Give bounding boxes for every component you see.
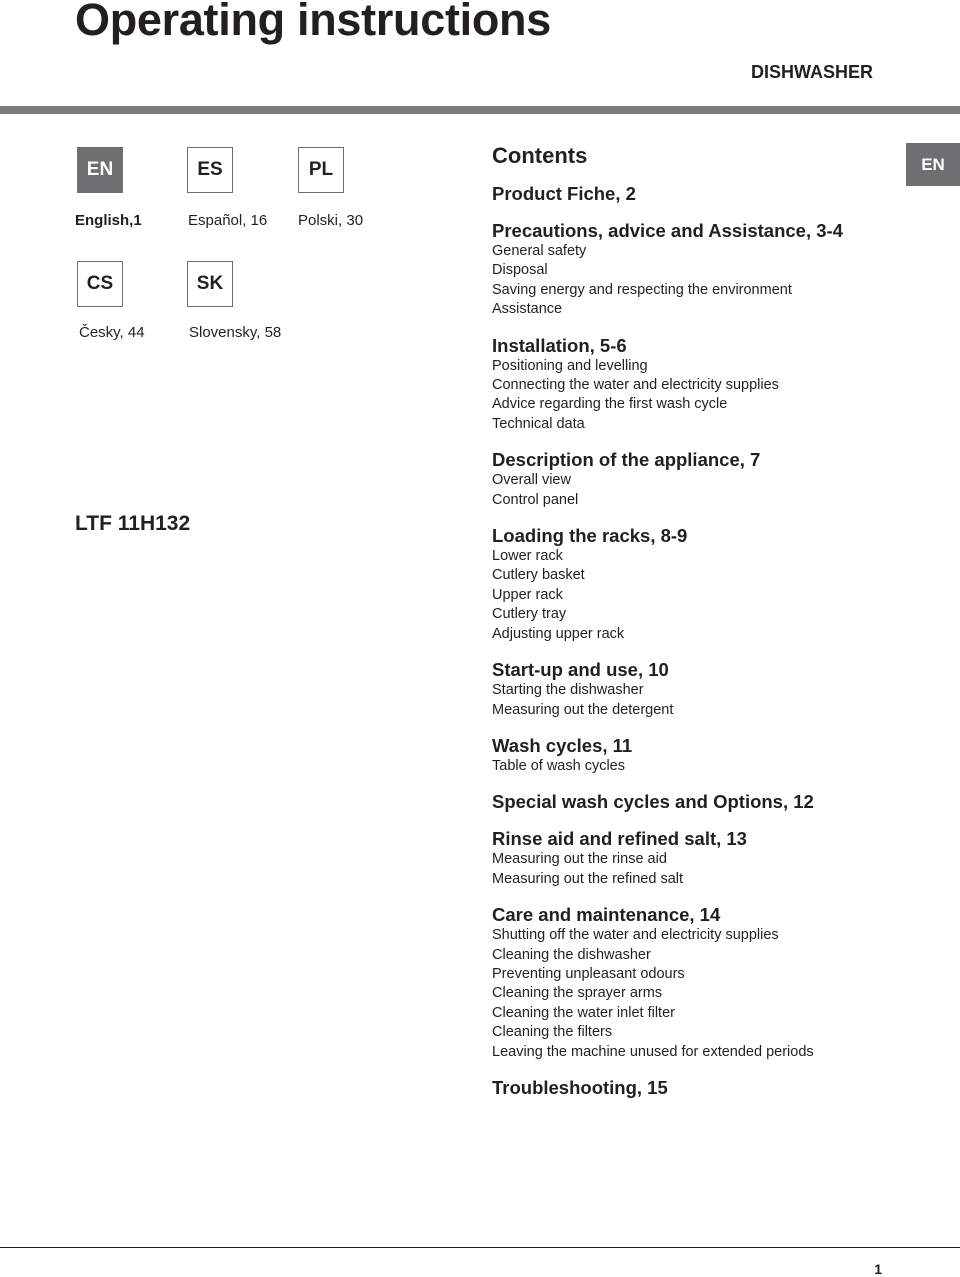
language-label-pl: Polski, 30 (298, 212, 364, 229)
section-item[interactable]: Cleaning the sprayer arms (492, 985, 663, 1002)
section-item[interactable]: Adjusting upper rack (492, 625, 625, 642)
language-box-sk[interactable]: SK (187, 261, 233, 307)
language-label-es: Español, 16 (188, 212, 268, 229)
section-item[interactable]: Shutting off the water and electricity supplies (492, 927, 779, 944)
section-item[interactable]: Starting the dishwasher (492, 682, 644, 699)
language-box-pl[interactable]: PL (298, 147, 344, 193)
header-divider (0, 106, 960, 114)
section-item[interactable]: Measuring out the refined salt (492, 870, 684, 887)
language-label-sk: Slovensky, 58 (189, 324, 282, 341)
section-heading[interactable]: Loading the racks, 8-9 (492, 525, 688, 547)
contents-section (492, 183, 912, 205)
section-heading[interactable]: Start-up and use, 10 (492, 659, 669, 681)
language-box-en[interactable]: EN (77, 147, 123, 193)
product-type: DISHWASHER (750, 62, 873, 82)
contents-section (492, 449, 912, 510)
section-item[interactable]: Cleaning the dishwasher (492, 946, 651, 963)
document-title: Operating instructions (75, 0, 551, 45)
section-item[interactable]: Control panel (492, 491, 579, 508)
section-item[interactable]: Measuring out the detergent (492, 701, 674, 718)
section-item[interactable]: Cutlery tray (492, 606, 567, 623)
section-item[interactable]: Cleaning the filters (492, 1024, 613, 1041)
contents-section (492, 525, 912, 644)
contents-section (492, 1077, 912, 1099)
section-heading[interactable]: Care and maintenance, 14 (492, 904, 721, 926)
section-heading[interactable]: Description of the appliance, 7 (492, 449, 761, 471)
section-item[interactable]: Technical data (492, 415, 585, 432)
section-item[interactable]: Connecting the water and electricity supplies (492, 377, 779, 394)
section-heading[interactable]: Troubleshooting, 15 (492, 1076, 668, 1098)
section-item[interactable]: Leaving the machine unused for extended periods (492, 1043, 814, 1060)
section-heading[interactable]: Installation, 5-6 (492, 334, 627, 356)
page-number: 1 (874, 1261, 882, 1277)
language-box-es[interactable]: ES (187, 147, 233, 193)
section-heading[interactable]: Precautions, advice and Assistance, 3-4 (492, 220, 843, 241)
section-item[interactable]: Upper rack (492, 586, 563, 603)
model-number: LTF 11H132 (75, 512, 191, 535)
section-item[interactable]: General safety (492, 243, 587, 259)
contents-title: Contents (492, 143, 588, 168)
language-label-cs: Česky, 44 (79, 324, 145, 341)
contents-section (492, 735, 912, 776)
section-item[interactable]: Cleaning the water inlet filter (492, 1004, 675, 1021)
contents-section (492, 220, 912, 320)
section-item[interactable]: Preventing unpleasant odours (492, 965, 685, 982)
section-item[interactable]: Disposal (492, 262, 548, 279)
section-item[interactable]: Assistance (492, 301, 563, 318)
section-item[interactable]: Saving energy and respecting the environment (492, 281, 792, 298)
section-heading[interactable]: Rinse aid and refined salt, 13 (492, 828, 747, 850)
section-item[interactable]: Overall view (492, 472, 571, 489)
footer-divider (0, 1247, 960, 1248)
contents-section (492, 659, 912, 720)
contents-section (492, 335, 912, 435)
section-heading[interactable]: Wash cycles, 11 (492, 734, 633, 756)
section-item[interactable]: Advice regarding the first wash cycle (492, 396, 728, 413)
section-item[interactable]: Table of wash cycles (492, 757, 625, 774)
section-item[interactable]: Measuring out the rinse aid (492, 851, 667, 868)
language-box-cs[interactable]: CS (77, 261, 123, 307)
contents-list (492, 142, 912, 1114)
contents-section (492, 791, 912, 813)
section-item[interactable]: Cutlery basket (492, 567, 585, 584)
contents-section (492, 828, 912, 889)
section-item[interactable]: Lower rack (492, 548, 563, 565)
section-heading[interactable]: Special wash cycles and Options, 12 (492, 791, 814, 813)
contents-section (492, 904, 912, 1062)
section-item[interactable]: Positioning and levelling (492, 357, 648, 374)
section-heading[interactable]: Product Fiche, 2 (492, 183, 636, 204)
language-tab-en: EN (906, 143, 960, 186)
language-label-en: English,1 (75, 212, 142, 229)
